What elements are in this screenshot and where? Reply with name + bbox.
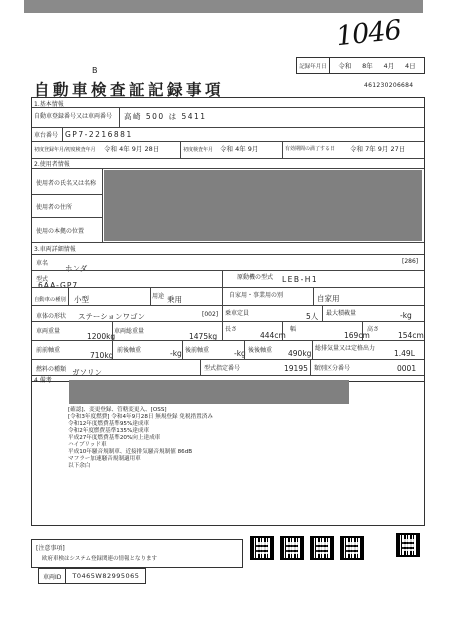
vehicle-kind-value: 小型 [74, 295, 89, 304]
ff-axle-value: 710kg [90, 351, 114, 360]
fr-axle-value: -kg [170, 349, 182, 358]
body-label: 車体の形状 [36, 313, 67, 320]
maker-label: 車名 [36, 260, 49, 267]
model-label: 型式 [36, 276, 49, 283]
max-load-value: -kg [400, 311, 412, 320]
width-label: 幅 [290, 326, 297, 333]
maker-code: [286] [402, 258, 419, 265]
private-value: 自家用 [317, 294, 340, 303]
vehicle-kind-label: 自動車の種別 [34, 297, 66, 303]
section-remarks: 4.備考 [34, 377, 52, 384]
weight-value: 1200kg [87, 332, 116, 341]
length-label: 長さ [225, 326, 238, 333]
record-date-value: 令和 8年 4月 4日 [338, 62, 416, 70]
user-name-label: 使用者の氏名又は名称 [36, 180, 97, 187]
vehicle-id-label: 車両ID [39, 569, 66, 583]
rr-axle-label: 後後軸重 [248, 347, 273, 354]
qr-code-3 [310, 536, 334, 560]
section-basic: 1.基本情報 [34, 101, 64, 108]
max-load-label: 最大積載量 [326, 310, 357, 317]
displacement-label: 総排気量又は定格出力 [315, 345, 376, 352]
private-label: 自家用・事業用の別 [229, 292, 284, 299]
vehicle-id-value: T0465W82995065 [72, 572, 140, 580]
body-code: [002] [202, 311, 219, 318]
first-reg-value: 令和 4年 9月 28日 [104, 145, 160, 153]
fuel-label: 燃料の種類 [36, 366, 67, 373]
rr-axle-value: 490kg [288, 349, 312, 358]
use-label: 用途 [152, 293, 165, 300]
redaction-user-info [104, 170, 422, 241]
qr-code-5 [396, 533, 420, 557]
vehicle-id-row [38, 568, 146, 584]
use-value: 乗用 [167, 295, 182, 304]
record-date-month: 4 [383, 62, 388, 70]
record-date-day: 4 [404, 62, 410, 70]
capacity-value: 5人 [306, 312, 319, 321]
qr-code-1 [250, 536, 274, 560]
chassis-label: 車台番号 [34, 132, 59, 139]
reg-number-value: 高崎 500 は 5411 [124, 112, 207, 121]
first-reg-label: 初度登録年月/初度検査年月 [34, 147, 96, 153]
length-value: 444cm [260, 331, 286, 340]
remark-line: 平成27年度燃費基準20%向上達成車 [68, 435, 161, 441]
section-vehicle: 3.車両詳細情報 [34, 246, 76, 253]
reg-number-label: 自動車登録番号又は車両番号 [34, 113, 113, 120]
ff-axle-label: 前前軸重 [36, 347, 61, 354]
expiry-value: 令和 7年 9月 27日 [350, 145, 406, 153]
fuel-value: ガソリン [72, 368, 102, 377]
remark-line: 以下余白 [68, 463, 91, 469]
engine-label: 原動機の型式 [237, 274, 274, 281]
remarks-list [68, 407, 213, 470]
type-no-label: 型式指定番号 [204, 365, 241, 372]
width-value: 169cm [344, 331, 370, 340]
fr-axle-label: 前後軸重 [117, 347, 142, 354]
height-value: 154cm [398, 331, 424, 340]
remark-line: マフラー加速騒音規制適用車 [68, 456, 141, 462]
remark-line: [令和3年度燃費] 令和4年9月28日 無規登録 免税措置済み [68, 414, 213, 420]
base-location-label: 使用の本拠の位置 [36, 228, 85, 235]
document-number: 461230206684 [364, 82, 414, 89]
remark-line: [確認]、変更登録、管轄変更入、[OSS] [68, 407, 167, 413]
remark-line: 令和12年度燃費基準95%達成車 [68, 421, 150, 427]
class-no-value: 0001 [397, 364, 417, 373]
body-value: ステーションワゴン [78, 312, 146, 321]
first-inspect-label: 初度検査年月 [183, 147, 214, 153]
user-address-label: 使用者の住所 [36, 204, 73, 211]
redaction-bar-top [24, 0, 423, 13]
class-no-label: 類別区分番号 [314, 365, 351, 372]
record-date-year: 8 [362, 62, 367, 70]
model-value: 6AA-GP7 [38, 281, 79, 290]
type-no-value: 19195 [284, 364, 308, 373]
gross-weight-value: 1475kg [189, 332, 218, 341]
record-date-label: 記録年月日 [297, 58, 330, 73]
capacity-label: 乗車定員 [225, 310, 250, 317]
qr-code-4 [340, 536, 364, 560]
notice-box [31, 539, 243, 568]
gross-weight-label: 車両総重量 [114, 328, 145, 335]
qr-code-2 [280, 536, 304, 560]
engine-value: LEB-H1 [282, 275, 319, 284]
expiry-label: 有効期間の満了する日 [285, 146, 336, 152]
record-date-era: 令和 [338, 62, 352, 70]
section-user: 2.使用者情報 [34, 161, 70, 168]
record-date-box [296, 57, 425, 74]
notice-text: 欧府車検はシステム登録関連の情報となります [42, 556, 157, 562]
maker-value: ホンダ [65, 264, 88, 273]
rf-axle-value: -kg [234, 349, 246, 358]
remark-line: ハイブリッド車 [68, 442, 107, 448]
certificate-form [31, 97, 425, 382]
notice-title: [注意事項] [36, 545, 65, 552]
b-mark: B [92, 66, 98, 75]
chassis-value: GP7-2216881 [65, 130, 133, 139]
remark-line: 平成10年騒音規制車、近接排気騒音規制値 86dB [68, 449, 193, 455]
page-title: 自動車検査証記録事項 [34, 81, 225, 99]
height-label: 高さ [367, 326, 380, 333]
first-inspect-value: 令和 4年 9月 [220, 145, 259, 153]
rf-axle-label: 後前軸重 [185, 347, 210, 354]
remark-line: 令和2年度燃費基準135%達成車 [68, 428, 150, 434]
handwritten-number: 1046 [334, 14, 403, 53]
redaction-remarks [69, 380, 349, 404]
weight-label: 車両重量 [36, 328, 61, 335]
displacement-value: 1.49L [394, 349, 415, 358]
